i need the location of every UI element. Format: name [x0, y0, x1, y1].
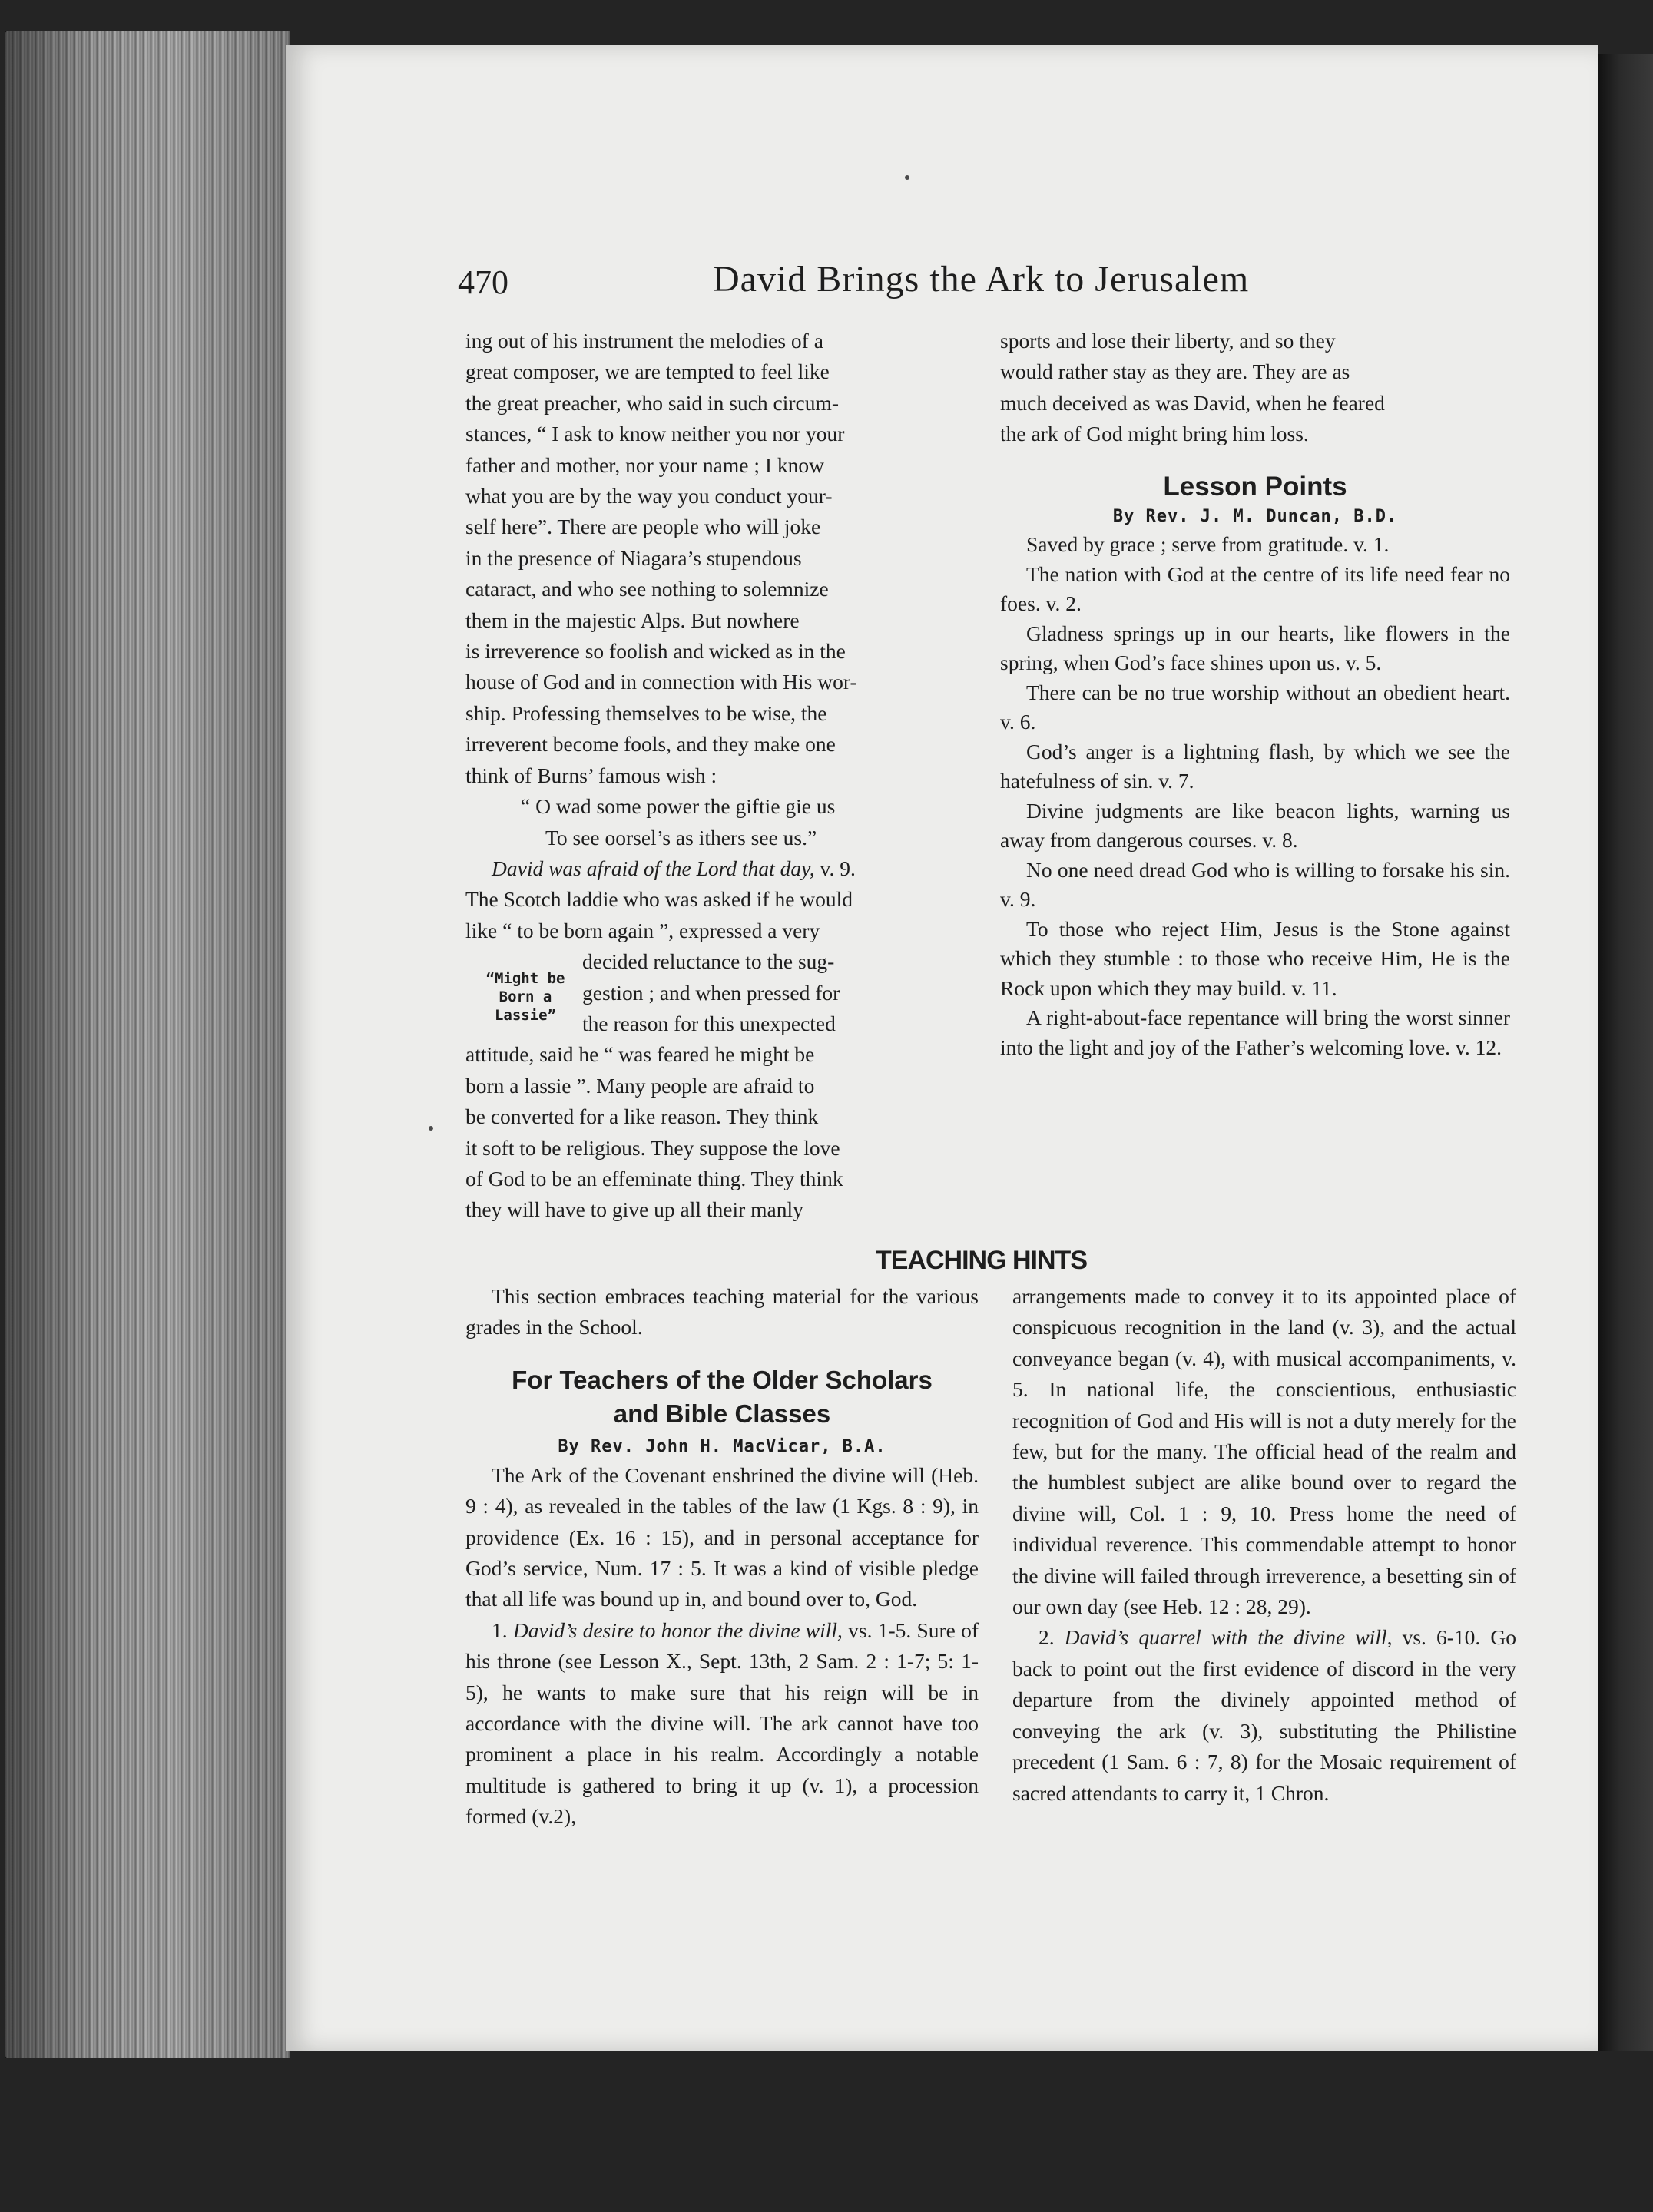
- text-line: great composer, we are tempted to feel like: [465, 359, 830, 384]
- lesson-point: Divine judgments are like beacon lights, warning us away from dangerous courses. v. 8.: [1000, 798, 1510, 853]
- page-number: 470: [458, 263, 508, 301]
- text-line: much deceived as was David, when he feared: [1000, 390, 1385, 415]
- margin-sidenote: “Might be Born a Lassie”: [485, 970, 565, 1025]
- point-number: 1.: [492, 1618, 513, 1642]
- text-line: think of Burns’ famous wish :: [465, 763, 717, 787]
- text-line: The Scotch laddie who was asked if he would: [465, 887, 853, 912]
- paragraph-arrangements: arrangements made to convey it to its appointed place of conspicuous recognition in the land (v. 3), and the actual conveyance began (v. 4), with musical accompaniments, v. 5. In national life, the conscientious, enthusiastic recognition of God and His will is not a duty merely for the few, but for the many. The official head of the realm and the humblest subject are alike bound over to regard the divine will, Col. 1 : 9, 10. Press home the need of individual reverence. This commendable attempt to honor the divine will failed through irreverence, a besetting sin of our own day (see Heb. 12 : 28, 29).: [1012, 1284, 1516, 1619]
- text-line: gestion ; and when pressed for: [582, 980, 840, 1005]
- text-line: born a lassie ”. Many people are afraid to: [465, 1073, 815, 1098]
- point-title: David’s desire to honor the divine will,: [512, 1618, 843, 1642]
- verse-line-2: To see oorsel’s as ithers see us.”: [545, 825, 817, 849]
- text-line: of God to be an effeminate thing. They think: [465, 1166, 843, 1190]
- text-line: them in the majestic Alps. But nowhere: [465, 608, 800, 632]
- text-line: decided reluctance to the sug-: [582, 949, 835, 974]
- paragraph-ark-covenant: The Ark of the Covenant enshrined the divine will (Heb. 9 : 4), as revealed in the tables of the law (1 Kgs. 8 : 9), in providence (Ex. 16 : 15), and in personal acceptance for God’s service, Num. 17 : 5. It was a kind of visible pledge that all life was bound up in, and bound over to, God.: [465, 1462, 979, 1611]
- verse-reference: [465, 853, 979, 884]
- lesson-points-heading: Lesson Points: [1163, 471, 1347, 502]
- lesson-point: No one need dread God who is willing to forsake his sin. v. 9.: [1000, 857, 1510, 912]
- text-line: the ark of God might bring him loss.: [1000, 422, 1309, 446]
- text-line: the great preacher, who said in such circum-: [465, 390, 840, 415]
- verse-reference-italic: David was afraid of the Lord that day,: [492, 856, 815, 880]
- lesson-point: There can be no true worship without an obedient heart. v. 6.: [1000, 680, 1510, 734]
- sidenote-block: [465, 946, 979, 1039]
- text-line: they will have to give up all their manly: [465, 1197, 803, 1222]
- page-title: David Brings the Ark to Jerusalem: [713, 259, 1250, 300]
- text-line: what you are by the way you conduct your-: [465, 484, 833, 508]
- heading-line-1: For Teachers of the Older Scholars: [512, 1365, 933, 1394]
- lesson-point: A right-about-face repentance will bring the worst sinner into the light and joy of the Father’s welcoming love. v. 12.: [1000, 1005, 1510, 1059]
- text-line: attitude, said he “ was feared he might be: [465, 1042, 815, 1067]
- text-line: stances, “ I ask to know neither you nor your: [465, 422, 845, 446]
- text-line: like “ to be born again ”, expressed a very: [465, 918, 820, 942]
- point-body: vs. 1-5. Sure of his throne (see Lesson X., Sept. 13th, 2 Sam. 2 : 1-7; 5: 1-5), he wants to make sure that his reign will be in accordance with the divine will. The ark cannot have too prominent a place in his realm. Accordingly a notable multitude is gathered to bring it up (v. 1), a procession formed (v.2),: [465, 1618, 979, 1829]
- heading-line-2: and Bible Classes: [613, 1399, 831, 1428]
- right-column-top: [1000, 326, 1510, 1062]
- paragraph-desire-to-honor: [465, 1615, 979, 1833]
- right-column-bottom: [1012, 1281, 1516, 1809]
- older-scholars-byline: By Rev. John H. MacVicar, B.A.: [558, 1436, 886, 1456]
- lesson-point: The nation with God at the centre of its life need fear no foes. v. 2.: [1000, 561, 1510, 616]
- text-line: it soft to be religious. They suppose the love: [465, 1135, 840, 1160]
- left-column-top: [465, 326, 979, 1226]
- text-line: irreverent become fools, and they make one: [465, 732, 836, 757]
- text-line: the reason for this unexpected: [582, 1011, 836, 1035]
- older-scholars-heading: [465, 1363, 979, 1431]
- lesson-point: Gladness springs up in our hearts, like flowers in the spring, when God’s face shines upon us. v. 5.: [1000, 621, 1510, 675]
- verse-reference-number: v. 9.: [814, 856, 856, 880]
- lesson-point: Saved by grace ; serve from gratitude. v. 1.: [1026, 532, 1390, 557]
- text-line: be converted for a like reason. They think: [465, 1104, 819, 1129]
- lesson-point: To those who reject Him, Jesus is the Stone against which they stumble : to those who receive Him, He is the Rock upon which they may build. v. 11.: [1000, 916, 1510, 1000]
- point-number: 2.: [1039, 1625, 1065, 1650]
- text-line: in the presence of Niagara’s stupendous: [465, 545, 802, 570]
- text-line: house of God and in connection with His wor-: [465, 670, 857, 694]
- text-line: self here”. There are people who will joke: [465, 515, 821, 539]
- text-line: ing out of his instrument the melodies of a: [465, 329, 823, 353]
- lesson-points-byline: By Rev. J. M. Duncan, B.D.: [1112, 507, 1398, 527]
- paragraph-quarrel: [1012, 1622, 1516, 1808]
- running-head: [458, 258, 1556, 320]
- left-column-bottom: [465, 1281, 979, 1833]
- point-body: vs. 6-10. Go back to point out the first evidence of discord in the very departure from the divinely appointed method of conveying the ark (v. 3), substituting the Philistine precedent (1 Sam. 6 : 7, 8) for the Mosaic requirement of sacred attendants to carry it, 1 Chron.: [1012, 1625, 1516, 1805]
- paragraph-burns: [465, 326, 979, 791]
- text-line: father and mother, nor your name ; I know: [465, 452, 825, 477]
- text-line: cataract, and who see nothing to solemnize: [465, 577, 829, 601]
- teaching-intro: This section embraces teaching material for the various grades in the School.: [465, 1284, 979, 1339]
- verse-line-1: “ O wad some power the giftie gie us: [521, 794, 836, 819]
- text-line: ship. Professing themselves to be wise, the: [465, 700, 827, 725]
- text-line: sports and lose their liberty, and so they: [1000, 329, 1336, 353]
- lesson-point: God’s anger is a lightning flash, by which we see the hatefulness of sin. v. 7.: [1000, 739, 1510, 793]
- point-title: David’s quarrel with the divine will,: [1064, 1625, 1393, 1650]
- text-line: would rather stay as they are. They are as: [1000, 359, 1350, 384]
- text-line: is irreverence so foolish and wicked as in the: [465, 639, 846, 664]
- teaching-hints-heading: TEACHING HINTS: [876, 1246, 1087, 1275]
